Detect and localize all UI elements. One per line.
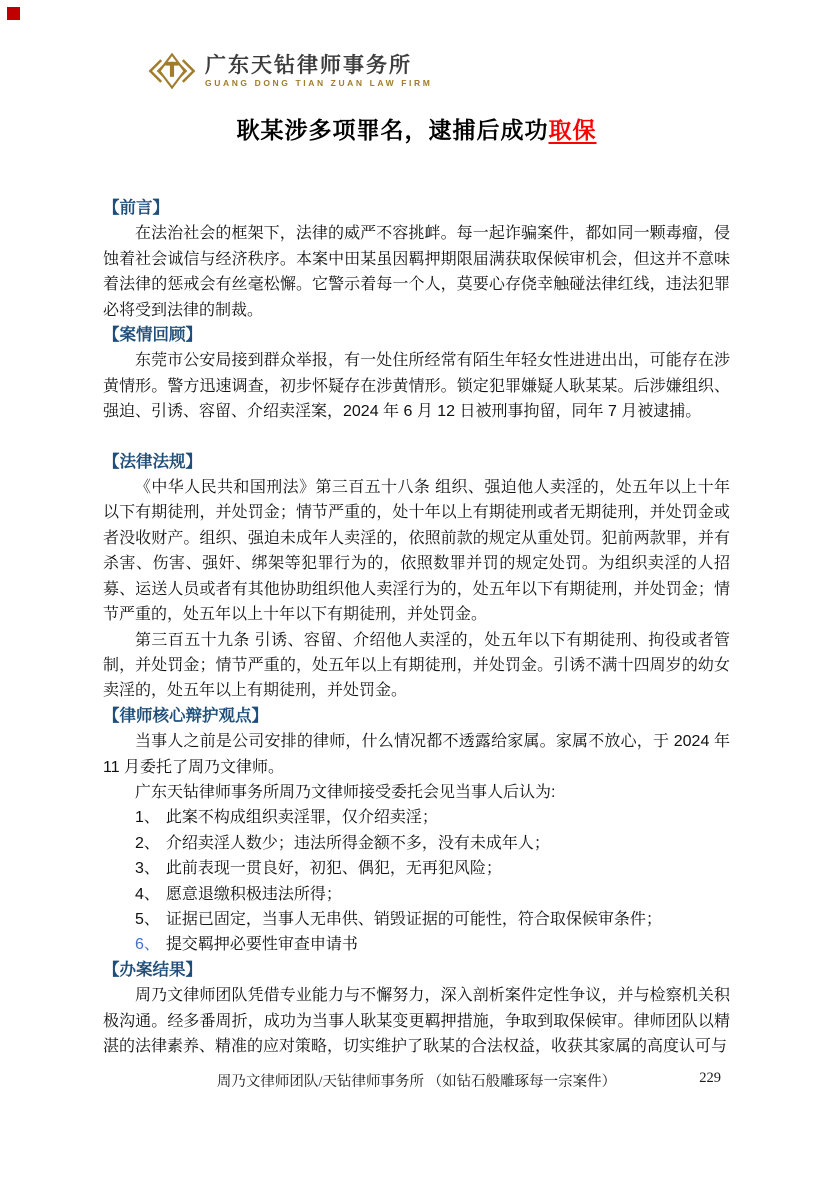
preface-paragraph: 在法治社会的框架下，法律的威严不容挑衅。每一起诈骗案件，都如同一颗毒瘤，侵蚀着社会诚信与经济秩序。本案中田某虽因羁押期限届满获取保候审机会，但这并不意味着法律的惩戒会有丝毫松懈。它警示着每一个人，莫要心存侥幸触碰法律红线，违法犯罪必将受到法律的制裁。 [103, 225, 730, 319]
case-review-paragraph: 东莞市公安局接到群众举报，有一处住所经常有陌生年轻女性进进出出，可能存在涉黄情形。警方迅速调查，初步怀疑存在涉黄情形。锁定犯罪嫌疑人耿某某。后涉嫌组织、强迫、引诱、容留、介绍卖淫案，2024 年 6 月 12 日被刑事拘留，同年 7 月被逮捕。 [103, 352, 730, 421]
firm-name-cn: 广东天钻律师事务所 [205, 53, 412, 77]
document-body [103, 196, 730, 1059]
defense-list-item [103, 831, 730, 856]
defense-paragraph-1: 当事人之前是公司安排的律师，什么情况都不透露给家属。家属不放心，于 2024 年 11 月委托了周乃文律师。 [103, 733, 730, 776]
page-title [0, 112, 833, 145]
corner-marker [7, 7, 20, 20]
defense-paragraph-2: 广东天钻律师事务所周乃文律师接受委托会见当事人后认为: [135, 783, 556, 801]
defense-list-item [103, 932, 730, 957]
item-text: 证据已固定，当事人无串供、销毁证据的可能性，符合取保候审条件； [165, 910, 662, 928]
item-number: 2、 [135, 834, 160, 852]
section-header-result: 【办案结果】 [103, 960, 202, 979]
law-paragraph-2: 第三百五十九条 引诱、容留、介绍他人卖淫的，处五年以下有期徒刑、拘役或者管制，并处罚金；情节严重的，处五年以上有期徒刑，并处罚金。引诱不满十四周岁的幼女卖淫的，处五年以上有期徒刑，并处罚金。 [103, 631, 730, 700]
page-footer [0, 1070, 833, 1094]
item-text: 此前表现一贯良好，初犯、偶犯，无再犯风险； [165, 860, 502, 878]
defense-list-item [103, 856, 730, 881]
item-number: 3、 [135, 860, 160, 878]
defense-list-item [103, 907, 730, 932]
diamond-logo-icon [147, 48, 197, 94]
defense-list-item [103, 805, 730, 830]
item-number: 5、 [135, 910, 160, 928]
item-text: 介绍卖淫人数少；违法所得金额不多，没有未成年人； [165, 834, 550, 852]
law-paragraph-1: 《中华人民共和国刑法》第三百五十八条 组织、强迫他人卖淫的，处五年以上十年以下有期徒刑，并处罚金；情节严重的，处十年以上有期徒刑或者无期徒刑，并处罚金或者没收财产。组织、强迫未成年人卖淫的，依照前款的规定从重处罚。犯前两款罪，并有杀害、伤害、强奸、绑架等犯罪行为的，依照数罪并罚的规定处罚。为组织卖淫的人招募、运送人员或者有其他协助组织他人卖淫行为的，处五年以下有期徒刑，并处罚金；情节严重的，处五年以上十年以下有期徒刑，并处罚金。 [103, 479, 730, 624]
page-number: 229 [699, 1070, 721, 1086]
item-text: 提交羁押必要性审查申请书 [165, 936, 358, 954]
firm-logo [147, 48, 432, 94]
defense-list-item [103, 882, 730, 907]
section-header-law: 【法律法规】 [103, 452, 202, 471]
item-text: 此案不构成组织卖淫罪，仅介绍卖淫； [165, 809, 438, 827]
item-number: 1、 [135, 809, 160, 827]
result-paragraph: 周乃文律师团队凭借专业能力与不懈努力，深入剖析案件定性争议，并与检察机关积极沟通。经多番周折，成功为当事人耿某变更羁押措施，争取到取保候审。律师团队以精湛的法律素养、精准的应对策略，切实维护了耿某的合法权益，收获其家属的高度认可与 [103, 987, 730, 1055]
section-header-preface: 【前言】 [103, 199, 169, 217]
footer-text: 周乃文律师团队/天钻律师事务所 （如钻石般雕琢每一宗案件） [216, 1074, 617, 1090]
item-number: 6、 [135, 936, 160, 954]
section-header-case-review: 【案情回顾】 [103, 326, 202, 345]
page-title-highlight: 取保 [548, 117, 597, 143]
item-number: 4、 [135, 885, 160, 903]
firm-name-en: GUANG DONG TIAN ZUAN LAW FIRM [205, 77, 433, 88]
section-header-defense: 【律师核心辩护观点】 [103, 706, 268, 725]
page-title-black: 耿某涉多项罪名，逮捕后成功 [236, 117, 549, 143]
item-text: 愿意退缴积极违法所得； [165, 885, 342, 903]
